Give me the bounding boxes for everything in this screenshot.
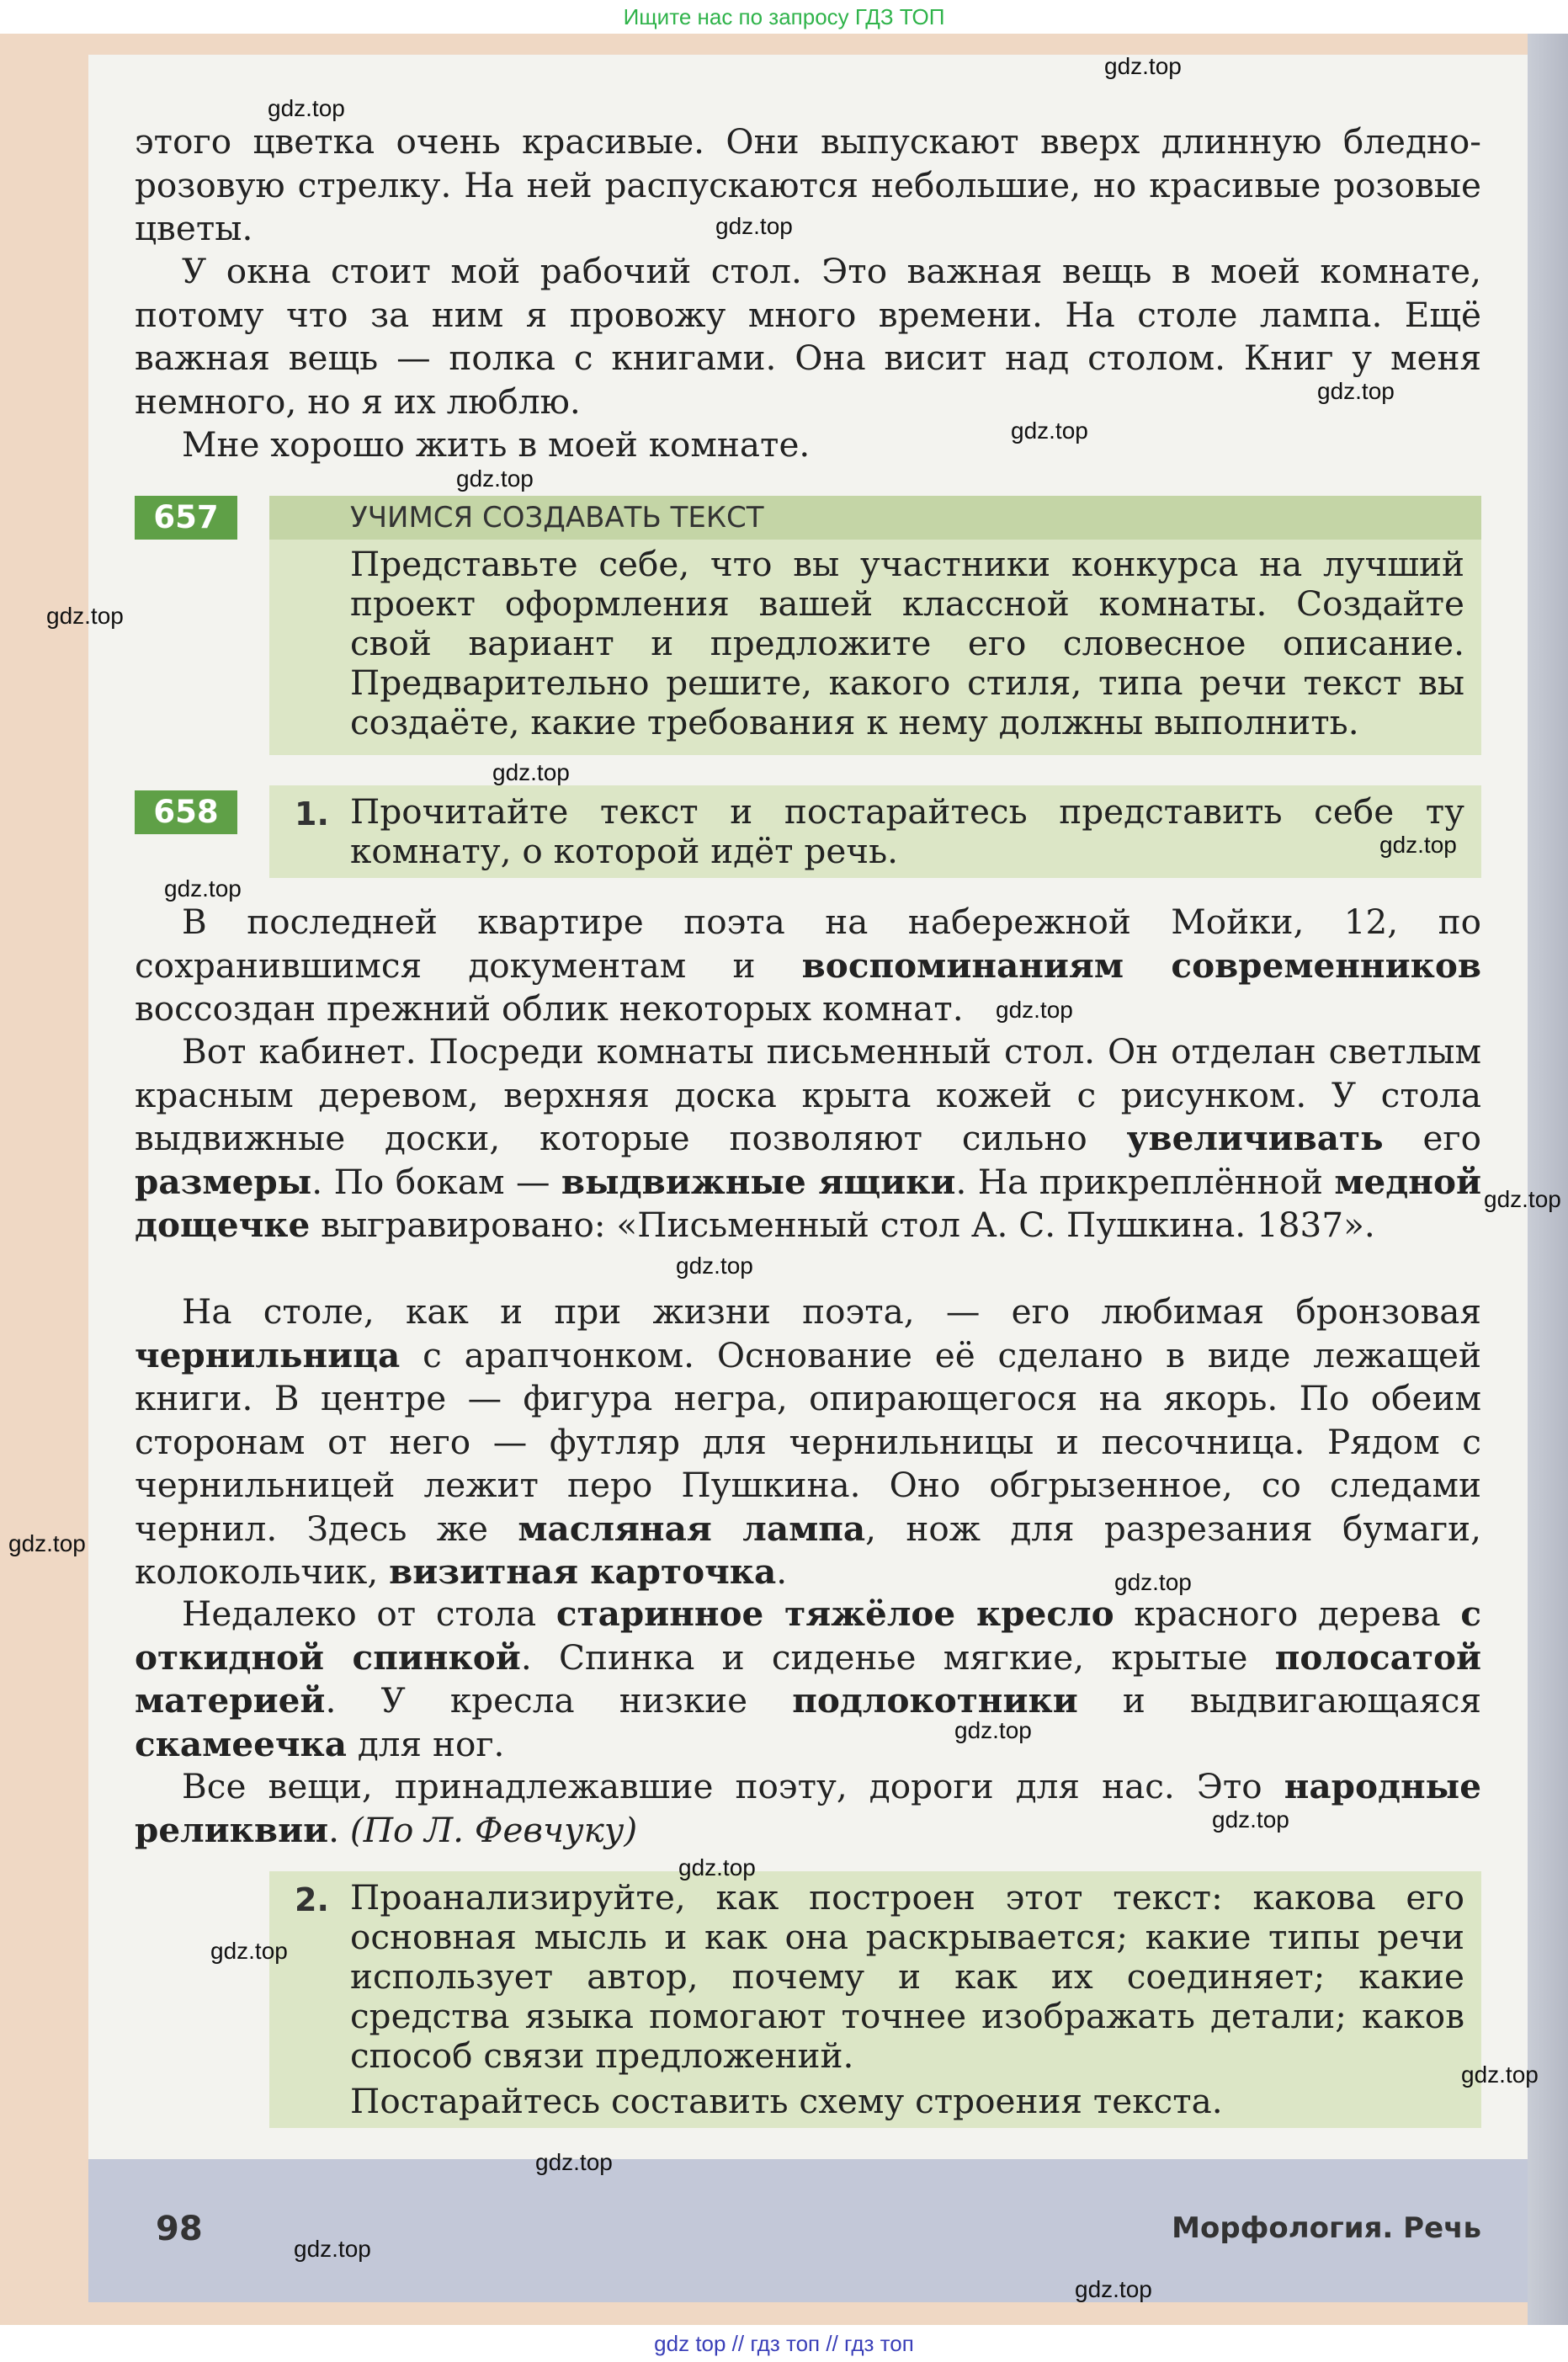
page-number: 98 (156, 2210, 203, 2248)
exercise-657-header (135, 496, 1481, 540)
exercise-657-task (269, 540, 1481, 755)
page-edge-shadow (1528, 34, 1568, 2325)
watermark: gdz.top (1075, 2276, 1152, 2302)
watermark: gdz.top (164, 875, 242, 902)
watermark: gdz.top (456, 465, 534, 492)
paragraph-text-5: Все вещи, принадлежавшие поэту, дороги для нас. Это народные реликвии. (По Л. Февчуку) (135, 1766, 1481, 1850)
watermark: gdz.top (492, 759, 570, 785)
top-banner[interactable]: Ищите нас по запросу ГДЗ ТОП (623, 4, 945, 29)
watermark: gdz.top (268, 95, 345, 121)
watermark: gdz.top (8, 1530, 86, 1556)
exercise-658-task-2 (269, 1871, 1481, 2128)
task-number: 1. (295, 795, 329, 833)
watermark: gdz.top (1212, 1806, 1289, 1833)
watermark: gdz.top (954, 1717, 1032, 1743)
task-number: 2. (295, 1881, 329, 1918)
watermark: gdz.top (1317, 378, 1395, 404)
paragraph-text-1: В последней квартире поэта на набережной Мойки, 12, по сохранившимся документам и воспоминаниям современников воссоздан прежний облик некоторых комнат. (135, 902, 1482, 1029)
watermark: gdz.top (996, 997, 1073, 1023)
watermark: gdz.top (1379, 832, 1457, 858)
paragraph-intro-3: Мне хорошо жить в моей комнате. (182, 424, 811, 465)
paragraph-text-4: Недалеко от стола старинное тяжёлое кресло красного дерева с откидной спинкой. Спинка и сиденье мягкие, крытые полосатой материей. У кресла низкие подлокотники и выдвигающаяся скамеечка для ног. (135, 1593, 1482, 1764)
watermark: gdz.top (676, 1253, 753, 1279)
paragraph-text-3: На столе, как и при жизни поэта, — его любимая бронзовая чернильница с арапчонком. Основание её сделано в виде лежащей книги. В центре — фигура негра, опирающегося на якорь. По обеим сторонам от него — футляр для чернильницы и песочница. Рядом с чернильницей лежит перо Пушкина. Оно обгрызенное, со следами чернил. Здесь же масляная лампа, нож для разрезания бумаги, колокольчик, визитная карточка. (135, 1291, 1482, 1592)
task-text: Прочитайте текст и постарайтесь представить себе ту комнату, о которой идёт речь. (350, 791, 1464, 871)
watermark: gdz.top (294, 2236, 371, 2262)
chapter-title: Морфология. Речь (1172, 2211, 1481, 2245)
exercise-number: 658 (135, 790, 237, 834)
watermark: gdz.top (1104, 53, 1182, 79)
exercise-heading-bar (269, 496, 1481, 540)
page-footer (88, 2159, 1528, 2302)
watermark: gdz.top (535, 2149, 613, 2175)
watermark: gdz.top (715, 213, 793, 239)
paragraph-text-2: Вот кабинет. Посреди комнаты письменный стол. Он отделан светлым красным деревом, верхняя доска крыта кожей с рисунком. У стола выдвижные доски, которые позволяют сильно увеличивать его размеры. По бокам — выдвижные ящики. На прикреплённой медной дощечке выгравировано: «Письменный стол А. С. Пушкина. 1837». (135, 1031, 1482, 1245)
watermark: gdz.top (1011, 418, 1088, 444)
exercise-heading: УЧИМСЯ СОЗДАВАТЬ ТЕКСТ (350, 501, 764, 535)
task-text: Представьте себе, что вы участники конкурса на лучший проект оформления вашей классной комнаты. Создайте свой вариант и предложите его словесное описание. Предварительно решите, какого стиля, типа речи текст вы создаёте, какие требования к нему должны выполнить. (350, 544, 1464, 742)
watermark: gdz.top (46, 603, 124, 629)
watermark: gdz.top (1484, 1186, 1561, 1212)
watermark: gdz.top (1461, 2061, 1539, 2088)
watermark: gdz.top (210, 1938, 288, 1964)
paragraph-intro-1: этого цветка очень красивые. Они выпускают вверх длинную бледно-розовую стрелку. На ней распускаются небольшие, но красивые розовые цветы. (135, 121, 1481, 248)
exercise-number: 657 (135, 496, 237, 540)
bottom-banner[interactable]: gdz top // гдз топ // гдз топ (654, 2331, 914, 2356)
watermark: gdz.top (678, 1854, 756, 1881)
task-text: Проанализируйте, как построен этот текст: какова его основная мысль и как она раскрывается; какие типы речи использует автор, почему и как их соединяет; какие средства языка помогают точнее изображать детали; каков способ связи предложений. (350, 1877, 1464, 2076)
exercise-658-task-1 (269, 785, 1481, 878)
watermark: gdz.top (1114, 1569, 1192, 1595)
task-text-continued: Постарайтесь составить схему строения текста. (350, 2081, 1223, 2121)
paragraph-intro-2: У окна стоит мой рабочий стол. Это важная вещь в моей комнате, потому что за ним я провожу много времени. На столе лампа. Ещё важная вещь — полка с книгами. Она висит над столом. Книг у меня немного, но я их люблю. (135, 251, 1481, 422)
